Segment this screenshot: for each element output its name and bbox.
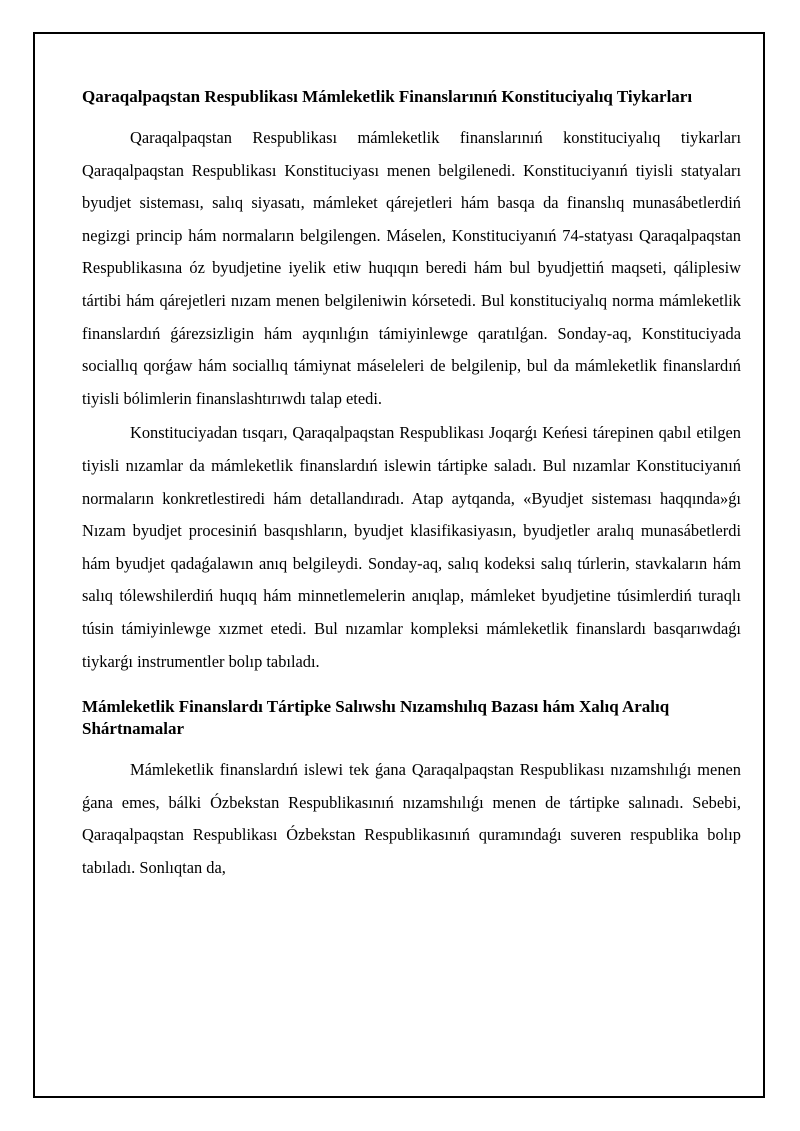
section-heading: Mámleketlik Finanslardı Tártipke Salıwshı Nızamshılıq Bazası hám Xalıq Aralıq Shártnamalar <box>82 697 670 739</box>
body-paragraph: Qaraqalpaqstan Respublikası mámleketlik finanslarınıń konstituciyalıq tiykarları Qaraqalpaqstan Respublikası Konstituciyası menen belgilenedi. Konstituciyanıń tiyisli statyaları byudjet sisteması, salıq siyasatı, mámleket qárejetleri hám basqa da finanslıq munasábetlerdiń negizgi princip hám normaların belgilengen. Máselen, Konstituciyanıń 74-statyası Qaraqalpaqstan Respublikasına óz byudjetine iyelik etiw huqıqın beredi hám bul byudjettiń maqseti, qáliplesiw tártibi hám qárejetleri nızam menen belgileniwin kórsetedi. Bul konstituciyalıq norma mámleketlik finanslardıń ǵárezsizligin hám ayqınlıǵın támiyinlewge qaratılǵan. Sonday-aq, Konstituciyada sociallıq qorǵaw hám sociallıq támiynat máseleleri de belgilenip, bul da mámleketlik finanslardıń tiyisli bólimlerin finanslashtırıwdı talap etedi. <box>82 128 741 408</box>
section-heading: Qaraqalpaqstan Respublikası Mámleketlik Finanslarınıń Konstituciyalıq Tiykarları <box>82 87 693 106</box>
body-paragraph: Konstituciyadan tısqarı, Qaraqalpaqstan Respublikası Joqarǵı Keńesi tárepinen qabıl etilgen tiyisli nızamlar da mámleketlik finanslardıń islewin tártipke saladı. Bul nızamlar Konstituciyanıń normaların konkretlestiredi hám detallandıradı. Atap aytqanda, «Byudjet sisteması haqqında»ǵı Nızam byudjet procesiniń basqıshların, byudjet klasifikasiyasın, byudjetler aralıq munasábetlerdi hám byudjet qadaǵalawın anıq belgileydi. Sonday-aq, salıq kodeksi salıq túrlerin, stavkaların hám salıq tólewshilerdiń huqıq hám minnetlemelerin anıqlap, mámleket byudjetine túsimlerdiń turaqlı túsin támiyinlewge xızmet etedi. Bul nızamlar kompleksi mámleketlik finanslardı basqarıwdaǵı tiykarǵı instrumentler bolıp tabıladı. <box>82 423 741 671</box>
body-paragraph: Mámleketlik finanslardıń islewi tek ǵana Qaraqalpaqstan Respublikası nızamshılıǵı menen ǵana emes, bálki Ózbekstan Respublikasınıń nızamshılıǵı menen de tártipke salınadı. Sebebi, Qaraqalpaqstan Respublikası Ózbekstan Respublikasınıń quramındaǵı suveren respublika bolıp tabıladı. Sonlıqtan da, <box>82 760 741 877</box>
document-body <box>82 86 741 884</box>
